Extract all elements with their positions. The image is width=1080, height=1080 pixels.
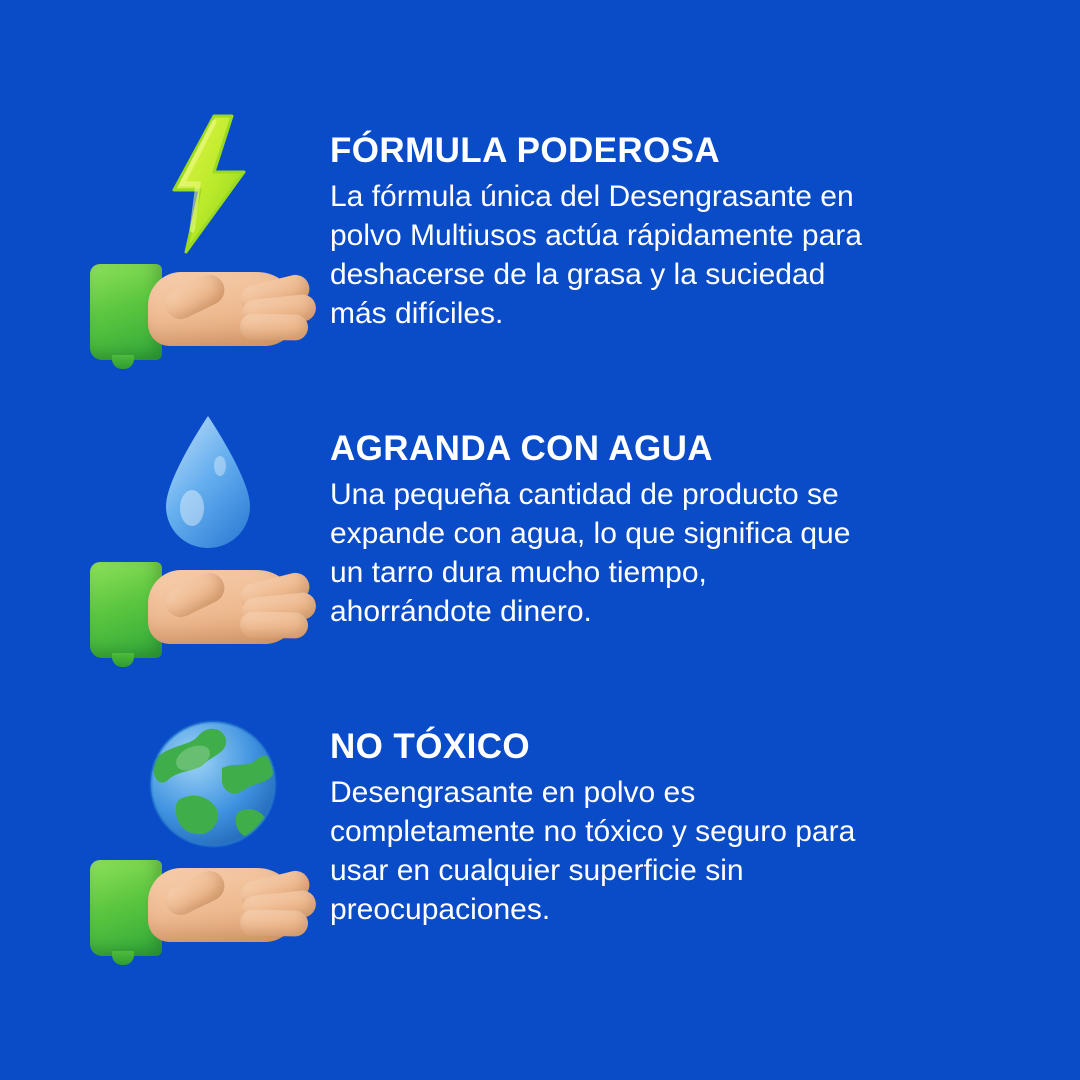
hand-icon [90, 538, 320, 658]
finger [240, 611, 308, 638]
feature-body: La fórmula única del Desengrasante en polvo Multiusos actúa rápidamente para deshacerse de la grasa y la suciedad más difíciles. [330, 179, 862, 330]
feature-body: Desengrasante en polvo es completamente no tóxico y seguro para usar en cualquier superficie sin preocupaciones. [330, 775, 856, 926]
globe-icon [138, 706, 288, 856]
feature-text [330, 706, 870, 929]
hand-icon [90, 240, 320, 360]
feature-text [330, 110, 870, 333]
hand-holding-globe-icon [60, 706, 330, 956]
hand-holding-lightning-bolt-icon [60, 110, 330, 360]
feature-body: Una pequeña cantidad de producto se expande con agua, lo que significa que un tarro dura mucho tiempo, ahorrándote dinero. [330, 477, 851, 628]
feature-title: NO TÓXICO [330, 727, 530, 766]
feature-title: FÓRMULA PODEROSA [330, 131, 721, 170]
finger [240, 909, 308, 936]
feature-item [60, 408, 1020, 658]
hand-holding-water-droplet-icon [60, 408, 330, 658]
feature-title: AGRANDA CON AGUA [330, 429, 713, 468]
water-droplet-icon [148, 408, 268, 558]
feature-item [60, 706, 1020, 956]
finger [240, 313, 308, 340]
hand-icon [90, 836, 320, 956]
lightning-bolt-icon [152, 110, 262, 260]
feature-text [330, 408, 870, 631]
feature-item [60, 110, 1020, 360]
